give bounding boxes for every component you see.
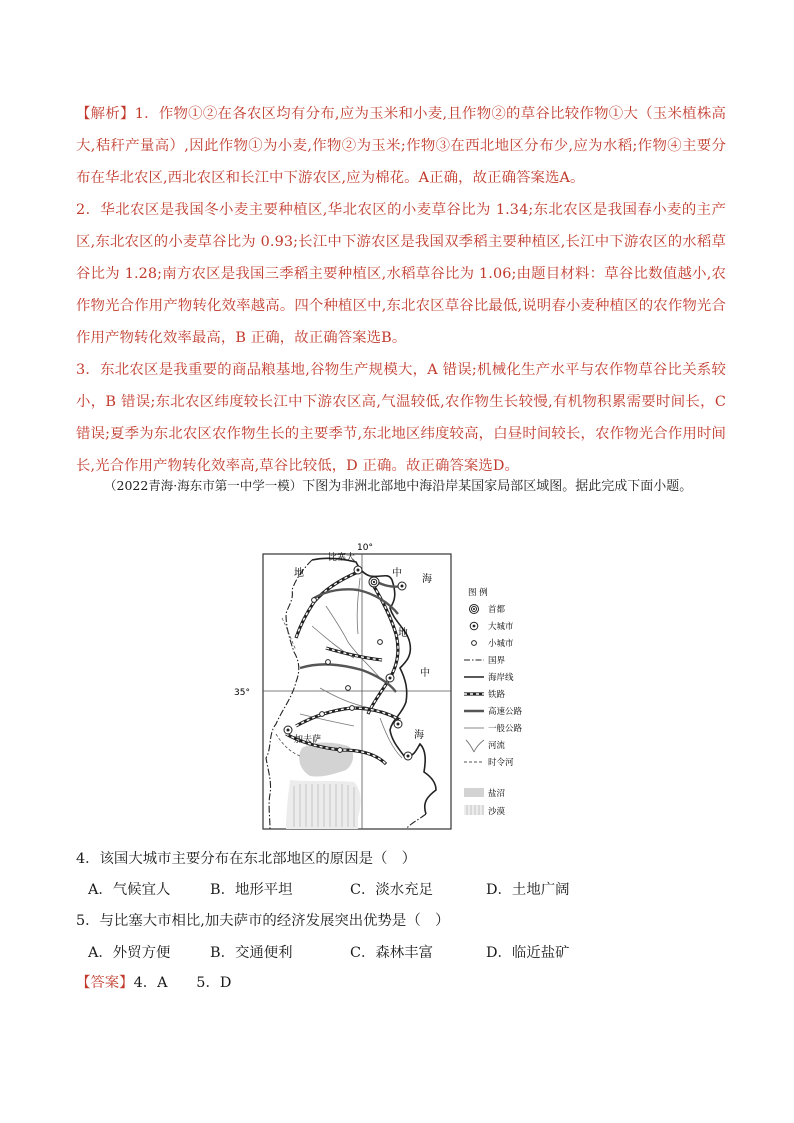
question-4-options bbox=[88, 879, 570, 901]
question-source: （2022青海·海东市第一中学一模） bbox=[104, 478, 303, 493]
legend-salt-marsh: 盐沼 bbox=[488, 789, 506, 799]
analysis-paragraph-2: 2．华北农区是我国冬小麦主要种植区,华北农区的小麦草谷比为 1.34;东北农区是我国春小麦的主产区,东北农区的小麦草谷比为 0.93;长江中下游农区是我国双季稻主要种植区,长江中下游农区的水稻草谷比为 1.28;南方农区是我国三季稻主要种植区,水稻草谷比为 1.06;由题目材料：草谷比数值越小,农作物光合作用产物转化效率越高。四个种植区中,东北农区草谷比最低,说明春小麦种植区的农作物光合作用产物转化效率最高，B 正确，故正确答案选B。 bbox=[76, 202, 726, 346]
q4-option-a[interactable]: A．气候宜人 bbox=[88, 882, 171, 898]
legend-coastline: 海岸线 bbox=[488, 673, 514, 683]
answer-tag: 【答案】 bbox=[76, 975, 134, 991]
legend-large-city: 大城市 bbox=[488, 622, 514, 632]
sea-label-5: 中 bbox=[420, 668, 430, 679]
city-label-bizerte: 比塞大 bbox=[328, 553, 356, 563]
legend-title: 图 例 bbox=[468, 588, 488, 598]
analysis-paragraph-3: 3．东北农区是我重要的商品粮基地,谷物生产规模大，A 错误;机械化生产水平与农作物草谷比关系较小，B 错误;东北农区纬度较长江中下游农区高,气温较低,农作物生长较慢,有机物积累需要时间长，C 错误;夏季为东北农区农作物生长的主要季节,东北地区纬度较高，白昼时间较长，农作物光合作用时间长,光合作用产物转化效率高,草谷比较低，D 正确。故正确答案选D。 bbox=[76, 362, 726, 474]
q4-option-d[interactable]: D．土地广阔 bbox=[486, 882, 570, 898]
legend-small-city: 小城市 bbox=[488, 639, 514, 649]
map-figure bbox=[230, 538, 550, 833]
desert-area bbox=[286, 780, 361, 829]
legend-river-symbol-icon bbox=[466, 740, 484, 752]
legend-highway: 高速公路 bbox=[488, 707, 523, 717]
meridian-label: 10° bbox=[357, 543, 373, 553]
sea-label-3: 海 bbox=[422, 574, 432, 585]
analysis-block bbox=[76, 98, 726, 482]
sea-label-1: 地 bbox=[294, 568, 304, 579]
legend-capital-symbol-icon bbox=[470, 605, 479, 614]
sea-label-6: 海 bbox=[414, 730, 424, 741]
legend-river: 河流 bbox=[488, 741, 506, 751]
q5-option-d[interactable]: D．临近盐矿 bbox=[486, 945, 570, 961]
city-label-gafsa: 加夫萨 bbox=[294, 735, 322, 745]
capital-city bbox=[369, 577, 379, 587]
question-4-stem: 4．该国大城市主要分布在东北部地区的原因是（ ） bbox=[76, 851, 417, 867]
q4-option-b[interactable]: B．地形平坦 bbox=[210, 882, 293, 898]
answer-text: 4．A 5．D bbox=[133, 975, 232, 991]
analysis-paragraph-1: 【解析】1．作物①②在各农区均有分布,应为玉米和小麦,且作物②的草谷比较作物①大（玉米植株高大,秸秆产量高）,因此作物①为小麦,作物②为玉米;作物③在西北地区分布少,应为水稻;作物④主要分布在华北农区,西北农区和长江中下游农区,应为棉花。A正确，故正确答案选A。 bbox=[76, 106, 726, 186]
legend-desert-symbol-icon bbox=[464, 805, 484, 815]
q5-option-b[interactable]: B．交通便利 bbox=[210, 945, 293, 961]
q5-option-a[interactable]: A．外贸方便 bbox=[88, 945, 171, 961]
legend-border: 国界 bbox=[488, 656, 506, 666]
map-legend bbox=[464, 587, 523, 817]
answer-line bbox=[76, 972, 231, 994]
question-5-options bbox=[88, 942, 570, 964]
q4-option-c[interactable]: C．淡水充足 bbox=[350, 882, 433, 898]
legend-small-city-symbol-icon bbox=[472, 641, 477, 646]
parallel-label: 35° bbox=[234, 688, 250, 698]
sea-label-2: 中 bbox=[392, 568, 402, 579]
q5-option-c[interactable]: C．森林丰富 bbox=[350, 945, 433, 961]
question-intro-text: 下图为非洲北部地中海沿岸某国家局部区域图。据此完成下面小题。 bbox=[302, 479, 693, 494]
legend-desert: 沙漠 bbox=[488, 807, 506, 817]
legend-road: 一般公路 bbox=[488, 724, 523, 734]
legend-capital: 首都 bbox=[488, 605, 506, 615]
legend-railway: 铁路 bbox=[488, 690, 506, 700]
legend-large-city-symbol-icon bbox=[470, 622, 478, 630]
question-5-stem: 5．与比塞大市相比,加夫萨市的经济发展突出优势是（ ） bbox=[76, 913, 450, 929]
analysis-tag: 【解析】 bbox=[76, 106, 135, 122]
legend-salt-marsh-symbol-icon bbox=[464, 788, 484, 797]
question-intro bbox=[76, 470, 716, 503]
sea-label-4: 地 bbox=[398, 628, 408, 639]
legend-seasonal-river: 时令河 bbox=[488, 758, 514, 768]
